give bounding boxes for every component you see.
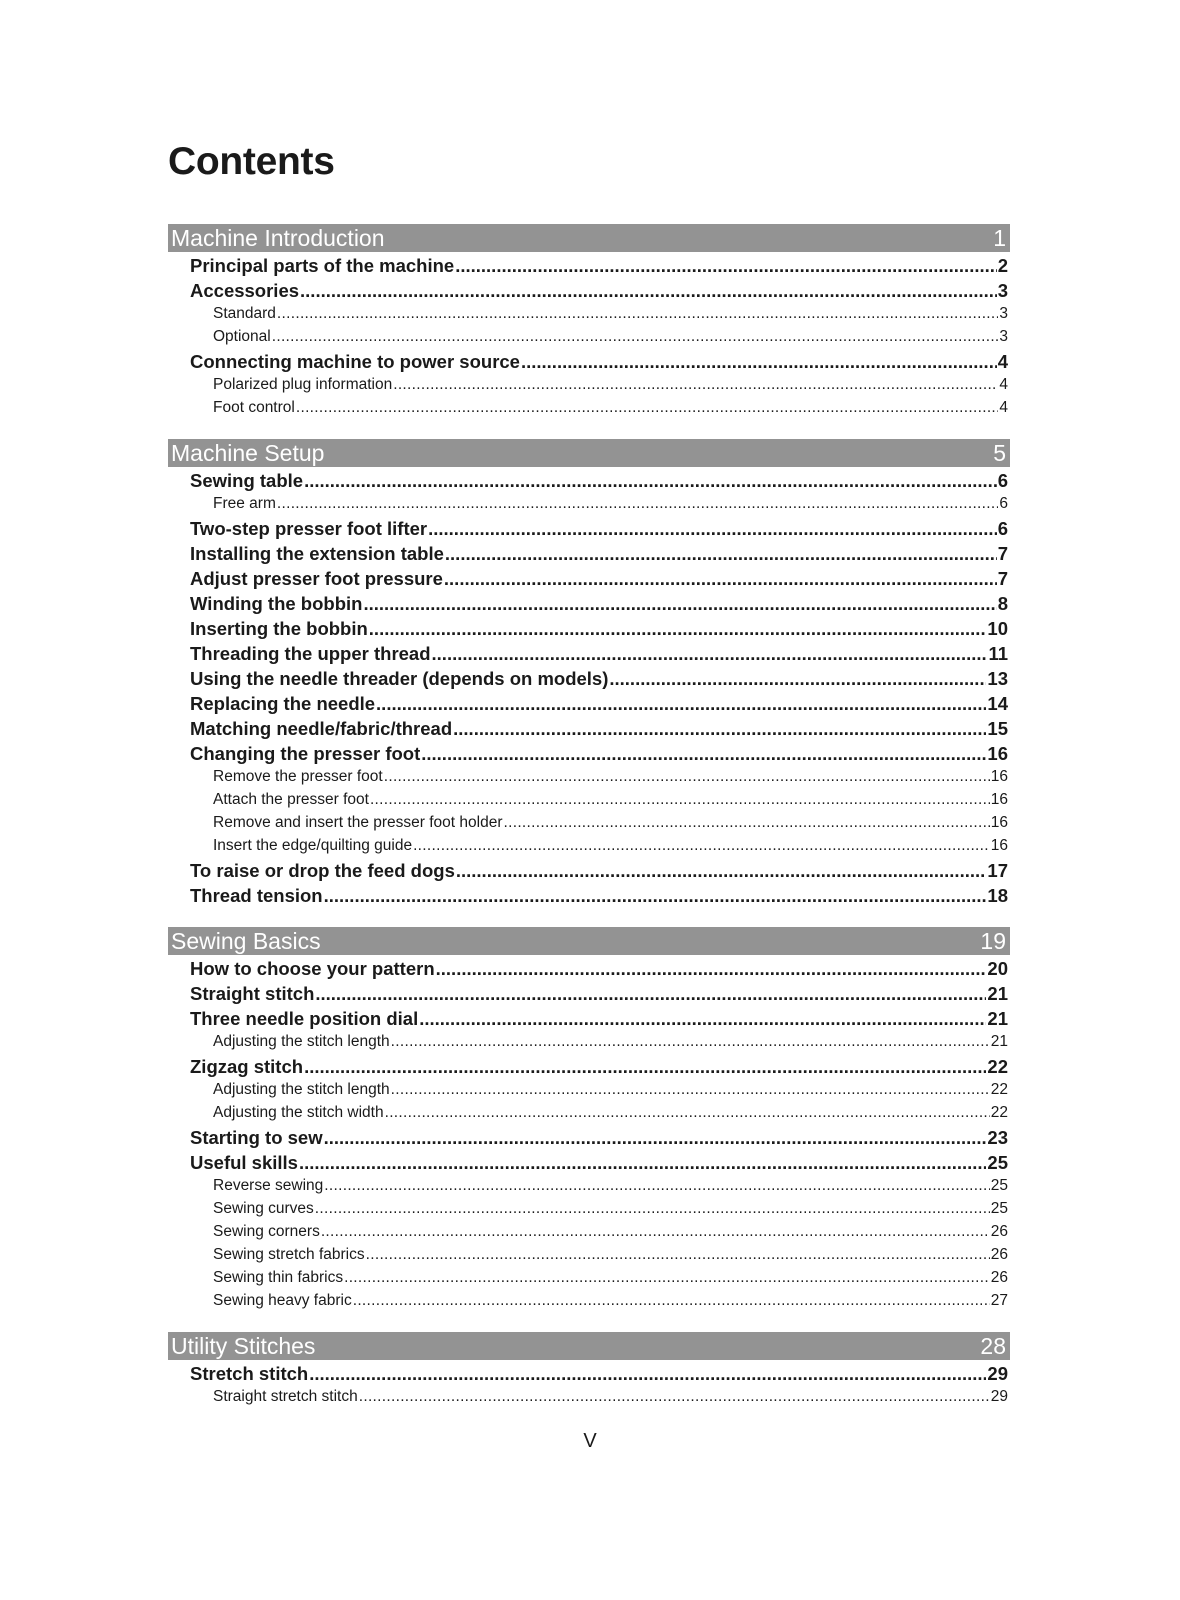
section-title: Utility Stitches <box>171 1332 316 1359</box>
entry-page-number: 16 <box>990 814 1008 831</box>
entry-page-number: 21 <box>987 983 1008 1004</box>
entry-page-number: 8 <box>997 593 1008 614</box>
toc-entry[interactable] <box>168 568 1010 593</box>
dot-leader <box>436 958 987 980</box>
dot-leader <box>419 1008 986 1030</box>
entry-label: Thread tension <box>190 885 323 906</box>
section-page: 19 <box>980 927 1006 954</box>
entry-page-number: 4 <box>997 351 1008 372</box>
dot-leader <box>444 568 997 590</box>
entry-label: Reverse sewing <box>213 1177 324 1194</box>
entry-label: Standard <box>213 305 276 322</box>
toc-subentry[interactable] <box>168 768 1010 791</box>
section-page: 1 <box>993 224 1006 251</box>
dot-leader <box>324 1127 987 1149</box>
entry-label: Replacing the needle <box>190 693 376 714</box>
entry-label: Adjust presser foot pressure <box>190 568 443 589</box>
entry-page-number: 3 <box>999 305 1008 322</box>
entry-label: Foot control <box>213 399 295 416</box>
entry-label: Matching needle/fabric/thread <box>190 718 453 739</box>
toc-entry[interactable] <box>168 668 1010 693</box>
entry-page-number: 25 <box>990 1200 1008 1217</box>
dot-leader <box>385 1104 990 1122</box>
toc-subentry[interactable] <box>168 495 1010 518</box>
dot-leader <box>504 814 990 832</box>
entry-page-number: 15 <box>987 718 1008 739</box>
entry-label: Insert the edge/quilting guide <box>213 837 413 854</box>
entry-page-number: 3 <box>999 328 1008 345</box>
dot-leader <box>370 791 990 809</box>
dot-leader <box>321 1223 990 1241</box>
toc-section <box>168 927 1010 1315</box>
entry-page-number: 25 <box>990 1177 1008 1194</box>
entry-label: Connecting machine to power source <box>190 351 520 372</box>
dot-leader <box>609 668 986 690</box>
dot-leader <box>455 255 997 277</box>
entry-label: Optional <box>213 328 271 345</box>
toc-subentry[interactable] <box>168 791 1010 814</box>
entry-label: Two-step presser foot lifter <box>190 518 428 539</box>
toc-entry[interactable] <box>168 1056 1010 1081</box>
entry-label: Sewing stretch fabrics <box>213 1246 365 1263</box>
entry-label: Sewing curves <box>213 1200 314 1217</box>
entry-label: Sewing table <box>190 470 304 491</box>
dot-leader <box>363 593 996 615</box>
dot-leader <box>366 1246 990 1264</box>
toc-entry[interactable] <box>168 518 1010 543</box>
toc-subentry[interactable] <box>168 1292 1010 1315</box>
entry-label: How to choose your pattern <box>190 958 435 979</box>
entry-page-number: 4 <box>999 399 1008 416</box>
dot-leader <box>421 743 986 765</box>
dot-leader <box>300 280 997 302</box>
dot-leader <box>445 543 997 565</box>
toc-entry[interactable] <box>168 593 1010 618</box>
toc-subentry[interactable] <box>168 1177 1010 1200</box>
toc-subentry[interactable] <box>168 1388 1010 1411</box>
toc-entry[interactable] <box>168 1127 1010 1152</box>
entry-page-number: 7 <box>997 543 1008 564</box>
entry-page-number: 14 <box>987 693 1008 714</box>
dot-leader <box>277 495 999 513</box>
entry-label: Using the needle threader (depends on models) <box>190 668 609 689</box>
toc-entry[interactable] <box>168 618 1010 643</box>
entry-page-number: 2 <box>997 255 1008 276</box>
toc-entry[interactable] <box>168 718 1010 743</box>
toc-subentry[interactable] <box>168 376 1010 399</box>
toc-section <box>168 439 1010 910</box>
entry-label: To raise or drop the feed dogs <box>190 860 455 881</box>
dot-leader <box>304 470 997 492</box>
dot-leader <box>384 768 990 786</box>
toc-subentry[interactable] <box>168 837 1010 860</box>
entry-label: Zigzag stitch <box>190 1056 304 1077</box>
toc-entry[interactable] <box>168 860 1010 885</box>
entry-page-number: 29 <box>990 1388 1008 1405</box>
dot-leader <box>453 718 986 740</box>
toc-subentry[interactable] <box>168 814 1010 837</box>
dot-leader <box>521 351 997 373</box>
entry-page-number: 3 <box>997 280 1008 301</box>
toc-entry[interactable] <box>168 1152 1010 1177</box>
table-of-contents <box>168 224 1010 1428</box>
toc-entry[interactable] <box>168 1363 1010 1388</box>
entry-label: Principal parts of the machine <box>190 255 455 276</box>
entry-page-number: 26 <box>990 1269 1008 1286</box>
entry-page-number: 26 <box>990 1223 1008 1240</box>
toc-subentry[interactable] <box>168 1081 1010 1104</box>
entry-label: Three needle position dial <box>190 1008 419 1029</box>
entry-label: Threading the upper thread <box>190 643 431 664</box>
toc-section <box>168 1332 1010 1411</box>
entry-label: Sewing heavy fabric <box>213 1292 352 1309</box>
dot-leader <box>428 518 997 540</box>
section-page: 5 <box>993 439 1006 466</box>
toc-entry[interactable] <box>168 543 1010 568</box>
toc-entry[interactable] <box>168 743 1010 768</box>
toc-entry-list <box>168 255 1010 422</box>
toc-entry-list <box>168 470 1010 910</box>
dot-leader <box>393 376 998 394</box>
entry-label: Stretch stitch <box>190 1363 309 1384</box>
dot-leader <box>277 305 998 323</box>
toc-subentry[interactable] <box>168 1246 1010 1269</box>
entry-page-number: 4 <box>999 376 1008 393</box>
entry-page-number: 23 <box>987 1127 1008 1148</box>
entry-page-number: 16 <box>990 768 1008 785</box>
toc-subentry[interactable] <box>168 305 1010 328</box>
entry-page-number: 21 <box>987 1008 1008 1029</box>
entry-page-number: 22 <box>987 1056 1008 1077</box>
section-title: Machine Setup <box>171 439 325 466</box>
entry-label: Changing the presser foot <box>190 743 421 764</box>
entry-label: Remove the presser foot <box>213 768 383 785</box>
dot-leader <box>369 618 987 640</box>
entry-label: Sewing thin fabrics <box>213 1269 344 1286</box>
dot-leader <box>344 1269 990 1287</box>
dot-leader <box>353 1292 990 1310</box>
entry-label: Accessories <box>190 280 300 301</box>
toc-entry[interactable] <box>168 885 1010 910</box>
entry-label: Remove and insert the presser foot holder <box>213 814 503 831</box>
dot-leader <box>359 1388 990 1406</box>
dot-leader <box>272 328 999 346</box>
entry-page-number: 16 <box>987 743 1008 764</box>
entry-page-number: 11 <box>988 643 1008 664</box>
toc-entry[interactable] <box>168 351 1010 376</box>
toc-entry[interactable] <box>168 1008 1010 1033</box>
toc-entry-list <box>168 958 1010 1315</box>
toc-subentry[interactable] <box>168 1200 1010 1223</box>
entry-page-number: 18 <box>987 885 1008 906</box>
dot-leader <box>299 1152 986 1174</box>
entry-page-number: 21 <box>990 1033 1008 1050</box>
entry-page-number: 22 <box>990 1104 1008 1121</box>
entry-label: Adjusting the stitch length <box>213 1033 390 1050</box>
toc-entry[interactable] <box>168 470 1010 495</box>
dot-leader <box>413 837 990 855</box>
entry-page-number: 6 <box>999 495 1008 512</box>
entry-page-number: 20 <box>987 958 1008 979</box>
toc-entry[interactable] <box>168 693 1010 718</box>
entry-page-number: 13 <box>987 668 1008 689</box>
entry-page-number: 6 <box>997 518 1008 539</box>
dot-leader <box>315 1200 990 1218</box>
entry-label: Installing the extension table <box>190 543 444 564</box>
entry-page-number: 10 <box>987 618 1008 639</box>
section-page: 28 <box>980 1332 1006 1359</box>
entry-label: Sewing corners <box>213 1223 320 1240</box>
entry-page-number: 22 <box>990 1081 1008 1098</box>
section-title: Machine Introduction <box>171 224 385 251</box>
toc-subentry[interactable] <box>168 1033 1010 1056</box>
toc-subentry[interactable] <box>168 399 1010 422</box>
dot-leader <box>324 885 987 907</box>
dot-leader <box>391 1081 990 1099</box>
dot-leader <box>456 860 987 882</box>
dot-leader <box>376 693 986 715</box>
entry-label: Starting to sew <box>190 1127 323 1148</box>
entry-page-number: 27 <box>990 1292 1008 1309</box>
toc-subentry[interactable] <box>168 1269 1010 1292</box>
entry-page-number: 26 <box>990 1246 1008 1263</box>
entry-page-number: 25 <box>987 1152 1008 1173</box>
entry-page-number: 7 <box>997 568 1008 589</box>
toc-entry-list <box>168 1363 1010 1411</box>
section-header[interactable] <box>168 224 1010 252</box>
dot-leader <box>324 1177 989 1195</box>
toc-entry[interactable] <box>168 280 1010 305</box>
dot-leader <box>432 643 988 665</box>
dot-leader <box>391 1033 990 1051</box>
toc-subentry[interactable] <box>168 1104 1010 1127</box>
toc-entry[interactable] <box>168 983 1010 1008</box>
toc-entry[interactable] <box>168 255 1010 280</box>
entry-page-number: 16 <box>990 837 1008 854</box>
toc-subentry[interactable] <box>168 1223 1010 1246</box>
dot-leader <box>315 983 986 1005</box>
page-title: Contents <box>168 140 335 183</box>
entry-label: Useful skills <box>190 1152 298 1173</box>
toc-section <box>168 224 1010 422</box>
entry-label: Attach the presser foot <box>213 791 369 808</box>
dot-leader <box>304 1056 986 1078</box>
entry-label: Adjusting the stitch width <box>213 1104 384 1121</box>
toc-entry[interactable] <box>168 958 1010 983</box>
entry-label: Free arm <box>213 495 276 512</box>
section-header[interactable] <box>168 927 1010 955</box>
page-number: V <box>583 1430 597 1452</box>
entry-label: Polarized plug information <box>213 376 393 393</box>
section-header[interactable] <box>168 439 1010 467</box>
entry-page-number: 16 <box>990 791 1008 808</box>
entry-label: Inserting the bobbin <box>190 618 368 639</box>
dot-leader <box>309 1363 986 1385</box>
section-header[interactable] <box>168 1332 1010 1360</box>
entry-label: Winding the bobbin <box>190 593 363 614</box>
entry-page-number: 29 <box>987 1363 1008 1384</box>
entry-label: Straight stretch stitch <box>213 1388 358 1405</box>
toc-subentry[interactable] <box>168 328 1010 351</box>
entry-page-number: 17 <box>987 860 1008 881</box>
dot-leader <box>296 399 999 417</box>
entry-label: Adjusting the stitch length <box>213 1081 390 1098</box>
toc-entry[interactable] <box>168 643 1010 668</box>
entry-label: Straight stitch <box>190 983 315 1004</box>
section-title: Sewing Basics <box>171 927 321 954</box>
entry-page-number: 6 <box>997 470 1008 491</box>
